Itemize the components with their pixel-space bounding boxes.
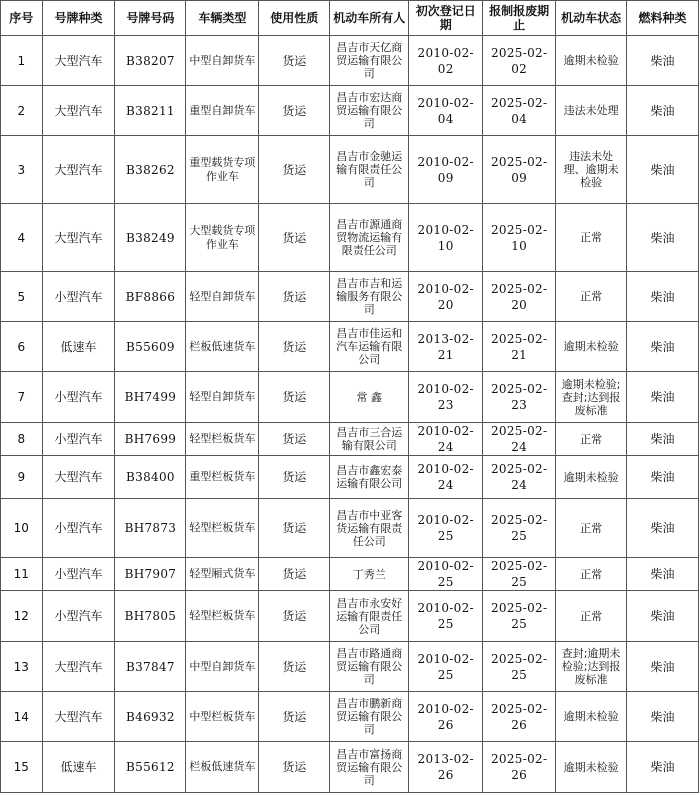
cell-seq: 3 <box>1 136 43 204</box>
cell-fuel: 柴油 <box>627 86 699 136</box>
cell-first-reg: 2010-02-20 <box>409 272 483 322</box>
cell-vehicle-type: 大型载货专项作业车 <box>186 204 259 272</box>
cell-fuel: 柴油 <box>627 591 699 642</box>
cell-plate-type: 小型汽车 <box>42 499 115 558</box>
cell-first-reg: 2010-02-25 <box>409 642 483 692</box>
cell-first-reg: 2010-02-23 <box>409 372 483 423</box>
cell-fuel: 柴油 <box>627 136 699 204</box>
cell-plate-type: 大型汽车 <box>42 86 115 136</box>
cell-usage: 货运 <box>259 591 330 642</box>
cell-usage: 货运 <box>259 692 330 742</box>
cell-plate-type: 大型汽车 <box>42 204 115 272</box>
cell-status: 正常 <box>556 272 627 322</box>
cell-status: 正常 <box>556 423 627 456</box>
cell-vehicle-type: 轻型栏板货车 <box>186 591 259 642</box>
cell-first-reg: 2010-02-10 <box>409 204 483 272</box>
table-header-row <box>1 1 699 36</box>
cell-plate-type: 小型汽车 <box>42 272 115 322</box>
cell-plate-no: BH7907 <box>115 558 186 591</box>
cell-first-reg: 2010-02-24 <box>409 456 483 499</box>
cell-fuel: 柴油 <box>627 423 699 456</box>
cell-owner: 昌吉市永安好运输有限责任公司 <box>330 591 409 642</box>
header-fuel: 燃料种类 <box>627 1 699 36</box>
header-plate-type: 号牌种类 <box>42 1 115 36</box>
cell-scrap-deadline: 2025-02-24 <box>483 423 556 456</box>
cell-plate-no: B38249 <box>115 204 186 272</box>
cell-first-reg: 2010-02-25 <box>409 591 483 642</box>
cell-vehicle-type: 轻型厢式货车 <box>186 558 259 591</box>
cell-status: 违法未处理、逾期未检验 <box>556 136 627 204</box>
cell-seq: 1 <box>1 36 43 86</box>
cell-first-reg: 2010-02-25 <box>409 499 483 558</box>
cell-plate-no: BH7699 <box>115 423 186 456</box>
cell-plate-type: 低速车 <box>42 742 115 793</box>
cell-vehicle-type: 中型自卸货车 <box>186 36 259 86</box>
cell-owner: 昌吉市天亿商贸运输有限公司 <box>330 36 409 86</box>
cell-status: 逾期未检验 <box>556 456 627 499</box>
cell-plate-type: 小型汽车 <box>42 423 115 456</box>
cell-first-reg: 2010-02-25 <box>409 558 483 591</box>
cell-plate-no: B38262 <box>115 136 186 204</box>
cell-plate-type: 大型汽车 <box>42 456 115 499</box>
cell-seq: 5 <box>1 272 43 322</box>
cell-scrap-deadline: 2025-02-09 <box>483 136 556 204</box>
cell-plate-no: B38211 <box>115 86 186 136</box>
cell-vehicle-type: 栏板低速货车 <box>186 322 259 372</box>
cell-scrap-deadline: 2025-02-02 <box>483 36 556 86</box>
header-plate-no: 号牌号码 <box>115 1 186 36</box>
cell-vehicle-type: 重型自卸货车 <box>186 86 259 136</box>
table-row <box>1 136 699 204</box>
cell-usage: 货运 <box>259 742 330 793</box>
cell-seq: 14 <box>1 692 43 742</box>
cell-usage: 货运 <box>259 136 330 204</box>
cell-plate-type: 大型汽车 <box>42 692 115 742</box>
header-owner: 机动车所有人 <box>330 1 409 36</box>
cell-usage: 货运 <box>259 642 330 692</box>
cell-owner: 昌吉市富扬商贸运输有限公司 <box>330 742 409 793</box>
cell-status: 正常 <box>556 591 627 642</box>
cell-seq: 11 <box>1 558 43 591</box>
cell-plate-no: BF8866 <box>115 272 186 322</box>
cell-vehicle-type: 中型自卸货车 <box>186 642 259 692</box>
cell-first-reg: 2010-02-04 <box>409 86 483 136</box>
cell-owner: 昌吉市宏达商贸运输有限公司 <box>330 86 409 136</box>
header-first-reg: 初次登记日期 <box>409 1 483 36</box>
header-vehicle-type: 车辆类型 <box>186 1 259 36</box>
cell-status: 逾期未检验 <box>556 36 627 86</box>
header-usage: 使用性质 <box>259 1 330 36</box>
cell-fuel: 柴油 <box>627 322 699 372</box>
cell-vehicle-type: 轻型自卸货车 <box>186 372 259 423</box>
cell-vehicle-type: 轻型自卸货车 <box>186 272 259 322</box>
cell-scrap-deadline: 2025-02-24 <box>483 456 556 499</box>
cell-plate-no: BH7805 <box>115 591 186 642</box>
cell-plate-type: 大型汽车 <box>42 36 115 86</box>
cell-fuel: 柴油 <box>627 204 699 272</box>
cell-plate-type: 小型汽车 <box>42 558 115 591</box>
cell-scrap-deadline: 2025-02-25 <box>483 499 556 558</box>
cell-usage: 货运 <box>259 322 330 372</box>
cell-first-reg: 2010-02-02 <box>409 36 483 86</box>
cell-plate-no: B55612 <box>115 742 186 793</box>
cell-first-reg: 2013-02-21 <box>409 322 483 372</box>
cell-vehicle-type: 轻型栏板货车 <box>186 499 259 558</box>
cell-vehicle-type: 中型栏板货车 <box>186 692 259 742</box>
header-seq: 序号 <box>1 1 43 36</box>
cell-status: 逾期未检验 <box>556 322 627 372</box>
cell-owner: 昌吉市吉和运输服务有限公司 <box>330 272 409 322</box>
cell-owner: 昌吉市源通商贸物流运输有限责任公司 <box>330 204 409 272</box>
cell-status: 正常 <box>556 204 627 272</box>
cell-usage: 货运 <box>259 372 330 423</box>
cell-plate-no: B55609 <box>115 322 186 372</box>
cell-usage: 货运 <box>259 86 330 136</box>
cell-usage: 货运 <box>259 272 330 322</box>
cell-seq: 7 <box>1 372 43 423</box>
cell-plate-no: B38400 <box>115 456 186 499</box>
cell-plate-type: 小型汽车 <box>42 372 115 423</box>
cell-usage: 货运 <box>259 456 330 499</box>
cell-usage: 货运 <box>259 36 330 86</box>
cell-fuel: 柴油 <box>627 272 699 322</box>
table-row <box>1 204 699 272</box>
cell-owner: 昌吉市鑫宏泰运输有限公司 <box>330 456 409 499</box>
cell-status: 逾期未检验;查封;达到报废标准 <box>556 372 627 423</box>
cell-fuel: 柴油 <box>627 372 699 423</box>
table-row <box>1 558 699 591</box>
cell-fuel: 柴油 <box>627 692 699 742</box>
cell-seq: 2 <box>1 86 43 136</box>
cell-scrap-deadline: 2025-02-26 <box>483 742 556 793</box>
cell-usage: 货运 <box>259 204 330 272</box>
cell-fuel: 柴油 <box>627 742 699 793</box>
cell-seq: 9 <box>1 456 43 499</box>
table-row <box>1 272 699 322</box>
table-row <box>1 423 699 456</box>
cell-fuel: 柴油 <box>627 456 699 499</box>
table-row <box>1 642 699 692</box>
cell-owner: 昌吉市三合运输有限公司 <box>330 423 409 456</box>
cell-vehicle-type: 轻型栏板货车 <box>186 423 259 456</box>
header-scrap-deadline: 报制报废期止 <box>483 1 556 36</box>
cell-owner: 昌吉市中亚客货运输有限责任公司 <box>330 499 409 558</box>
cell-plate-no: BH7873 <box>115 499 186 558</box>
table-row <box>1 456 699 499</box>
cell-status: 逾期未检验 <box>556 692 627 742</box>
cell-fuel: 柴油 <box>627 36 699 86</box>
cell-owner: 昌吉市路通商贸运输有限公司 <box>330 642 409 692</box>
cell-scrap-deadline: 2025-02-26 <box>483 692 556 742</box>
cell-plate-no: B46932 <box>115 692 186 742</box>
cell-seq: 6 <box>1 322 43 372</box>
cell-fuel: 柴油 <box>627 499 699 558</box>
cell-plate-no: B38207 <box>115 36 186 86</box>
cell-owner: 丁秀兰 <box>330 558 409 591</box>
cell-vehicle-type: 重型栏板货车 <box>186 456 259 499</box>
cell-status: 违法未处理 <box>556 86 627 136</box>
cell-owner: 常 鑫 <box>330 372 409 423</box>
cell-status: 正常 <box>556 499 627 558</box>
table-row <box>1 692 699 742</box>
cell-scrap-deadline: 2025-02-20 <box>483 272 556 322</box>
table-row <box>1 742 699 793</box>
cell-owner: 昌吉市金驰运输有限责任公司 <box>330 136 409 204</box>
cell-seq: 8 <box>1 423 43 456</box>
cell-plate-type: 大型汽车 <box>42 136 115 204</box>
cell-plate-type: 大型汽车 <box>42 642 115 692</box>
cell-usage: 货运 <box>259 423 330 456</box>
cell-first-reg: 2010-02-26 <box>409 692 483 742</box>
cell-usage: 货运 <box>259 499 330 558</box>
cell-status: 逾期未检验 <box>556 742 627 793</box>
cell-scrap-deadline: 2025-02-25 <box>483 642 556 692</box>
table-row <box>1 372 699 423</box>
cell-plate-no: B37847 <box>115 642 186 692</box>
table-row <box>1 499 699 558</box>
cell-plate-type: 低速车 <box>42 322 115 372</box>
cell-owner: 昌吉市佳运和汽车运输有限公司 <box>330 322 409 372</box>
cell-vehicle-type: 重型载货专项作业车 <box>186 136 259 204</box>
cell-status: 查封;逾期未检验;达到报废标准 <box>556 642 627 692</box>
cell-owner: 昌吉市鹏新商贸运输有限公司 <box>330 692 409 742</box>
cell-scrap-deadline: 2025-02-25 <box>483 591 556 642</box>
cell-seq: 12 <box>1 591 43 642</box>
cell-scrap-deadline: 2025-02-21 <box>483 322 556 372</box>
header-status: 机动车状态 <box>556 1 627 36</box>
cell-scrap-deadline: 2025-02-10 <box>483 204 556 272</box>
cell-plate-no: BH7499 <box>115 372 186 423</box>
cell-seq: 13 <box>1 642 43 692</box>
cell-fuel: 柴油 <box>627 642 699 692</box>
cell-scrap-deadline: 2025-02-25 <box>483 558 556 591</box>
cell-first-reg: 2013-02-26 <box>409 742 483 793</box>
cell-seq: 10 <box>1 499 43 558</box>
cell-plate-type: 小型汽车 <box>42 591 115 642</box>
cell-scrap-deadline: 2025-02-23 <box>483 372 556 423</box>
cell-vehicle-type: 栏板低速货车 <box>186 742 259 793</box>
cell-first-reg: 2010-02-24 <box>409 423 483 456</box>
table-row <box>1 591 699 642</box>
cell-first-reg: 2010-02-09 <box>409 136 483 204</box>
table-row <box>1 86 699 136</box>
cell-scrap-deadline: 2025-02-04 <box>483 86 556 136</box>
cell-usage: 货运 <box>259 558 330 591</box>
table-row <box>1 322 699 372</box>
cell-seq: 15 <box>1 742 43 793</box>
cell-status: 正常 <box>556 558 627 591</box>
cell-seq: 4 <box>1 204 43 272</box>
table-row <box>1 36 699 86</box>
cell-fuel: 柴油 <box>627 558 699 591</box>
